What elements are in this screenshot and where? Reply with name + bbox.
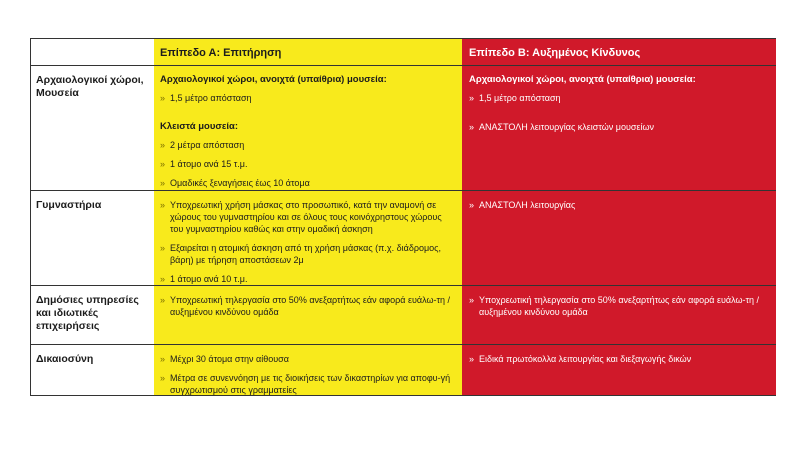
table-row (30, 190, 776, 285)
row-label: Αρχαιολογικοί χώροι, Μουσεία (30, 66, 154, 190)
list-item: » Εξαιρείται η ατομική άσκηση από τη χρήση μάσκας (π.χ. διάδρομος, βάρη) με τήρηση αποστάσεων 2μ (160, 243, 441, 265)
table-row (30, 344, 776, 395)
row-label: Δικαιοσύνη (30, 345, 154, 395)
level-b-cell (462, 191, 776, 285)
list-item: » ΑΝΑΣΤΟΛΗ λειτουργίας κλειστών μουσείων (469, 122, 655, 132)
list-item: » Υποχρεωτική τηλεργασία στο 50% ανεξαρτήτως εάν αφορά ευάλω-τη / αυξημένου κινδύνου ομάδα (160, 295, 451, 317)
level-b-cell: Αρχαιολογικοί χώροι, ανοιχτά (υπαίθρια) μουσεία: » 1,5 μέτρο απόσταση » ΑΝΑΣΤΟΛΗ λειτουργίας κλειστών μουσείων (462, 66, 776, 190)
header-level-b: Επίπεδο Β: Αυξημένος Κίνδυνος (462, 39, 776, 65)
row-label: Δημόσιες υπηρεσίες και ιδιωτικές επιχειρήσεις (30, 286, 154, 344)
list-item: » 1 άτομο ανά 10 τ.μ. (160, 274, 248, 284)
level-a-cell (154, 191, 462, 285)
header-row (30, 38, 776, 65)
list-item: » Υποχρεωτική χρήση μάσκας στο προσωπικό, κατά την αναμονή σε χώρους του γυμναστηρίου και σε όλους τους κοινόχρηστους χώρους του γυμναστηρίου καθώς και στην ομαδική άσκηση (160, 200, 442, 234)
level-a-cell (154, 286, 462, 344)
level-a-cell (154, 345, 462, 395)
list-item: » Μέτρα σε συνεννόηση με τις διοικήσεις των δικαστηρίων για αποφυ-γή συγχρωτισμού στις γραμματείες (160, 373, 451, 395)
row-label: Γυμναστήρια (30, 191, 154, 285)
list-item: » Υποχρεωτική τηλεργασία στο 50% ανεξαρτήτως εάν αφορά ευάλω-τη / αυξημένου κινδύνου ομάδα (469, 295, 760, 317)
list-item: » ΑΝΑΣΤΟΛΗ λειτουργίας (469, 200, 576, 210)
list-item: » 1 άτομο ανά 15 τ.μ. (160, 159, 248, 169)
level-b-cell (462, 345, 776, 395)
table-row (30, 285, 776, 344)
list-item: » 1,5 μέτρο απόσταση (160, 93, 252, 103)
level-a-cell: Αρχαιολογικοί χώροι, ανοιχτά (υπαίθρια) μουσεία: » 1,5 μέτρο απόσταση Κλειστά μουσεία: » 2 μέτρα απόσταση » 1 άτομο ανά 15 τ.μ. » Ομαδικές ξεναγήσεις έως 10 άτομα (154, 66, 462, 190)
table-row (30, 65, 776, 190)
list-item: » 1,5 μέτρο απόσταση (469, 93, 561, 103)
list-item: » Ειδικά πρωτόκολλα λειτουργίας και διεξαγωγής δικών (469, 354, 692, 364)
level-b-cell (462, 286, 776, 344)
list-item: » Ομαδικές ξεναγήσεις έως 10 άτομα (160, 178, 310, 188)
header-level-a: Επίπεδο Α: Επιτήρηση (154, 39, 462, 65)
measures-table (30, 38, 776, 396)
list-item: » 2 μέτρα απόσταση (160, 140, 245, 150)
list-item: » Μέχρι 30 άτομα στην αίθουσα (160, 354, 289, 364)
header-empty-cell (30, 39, 154, 65)
